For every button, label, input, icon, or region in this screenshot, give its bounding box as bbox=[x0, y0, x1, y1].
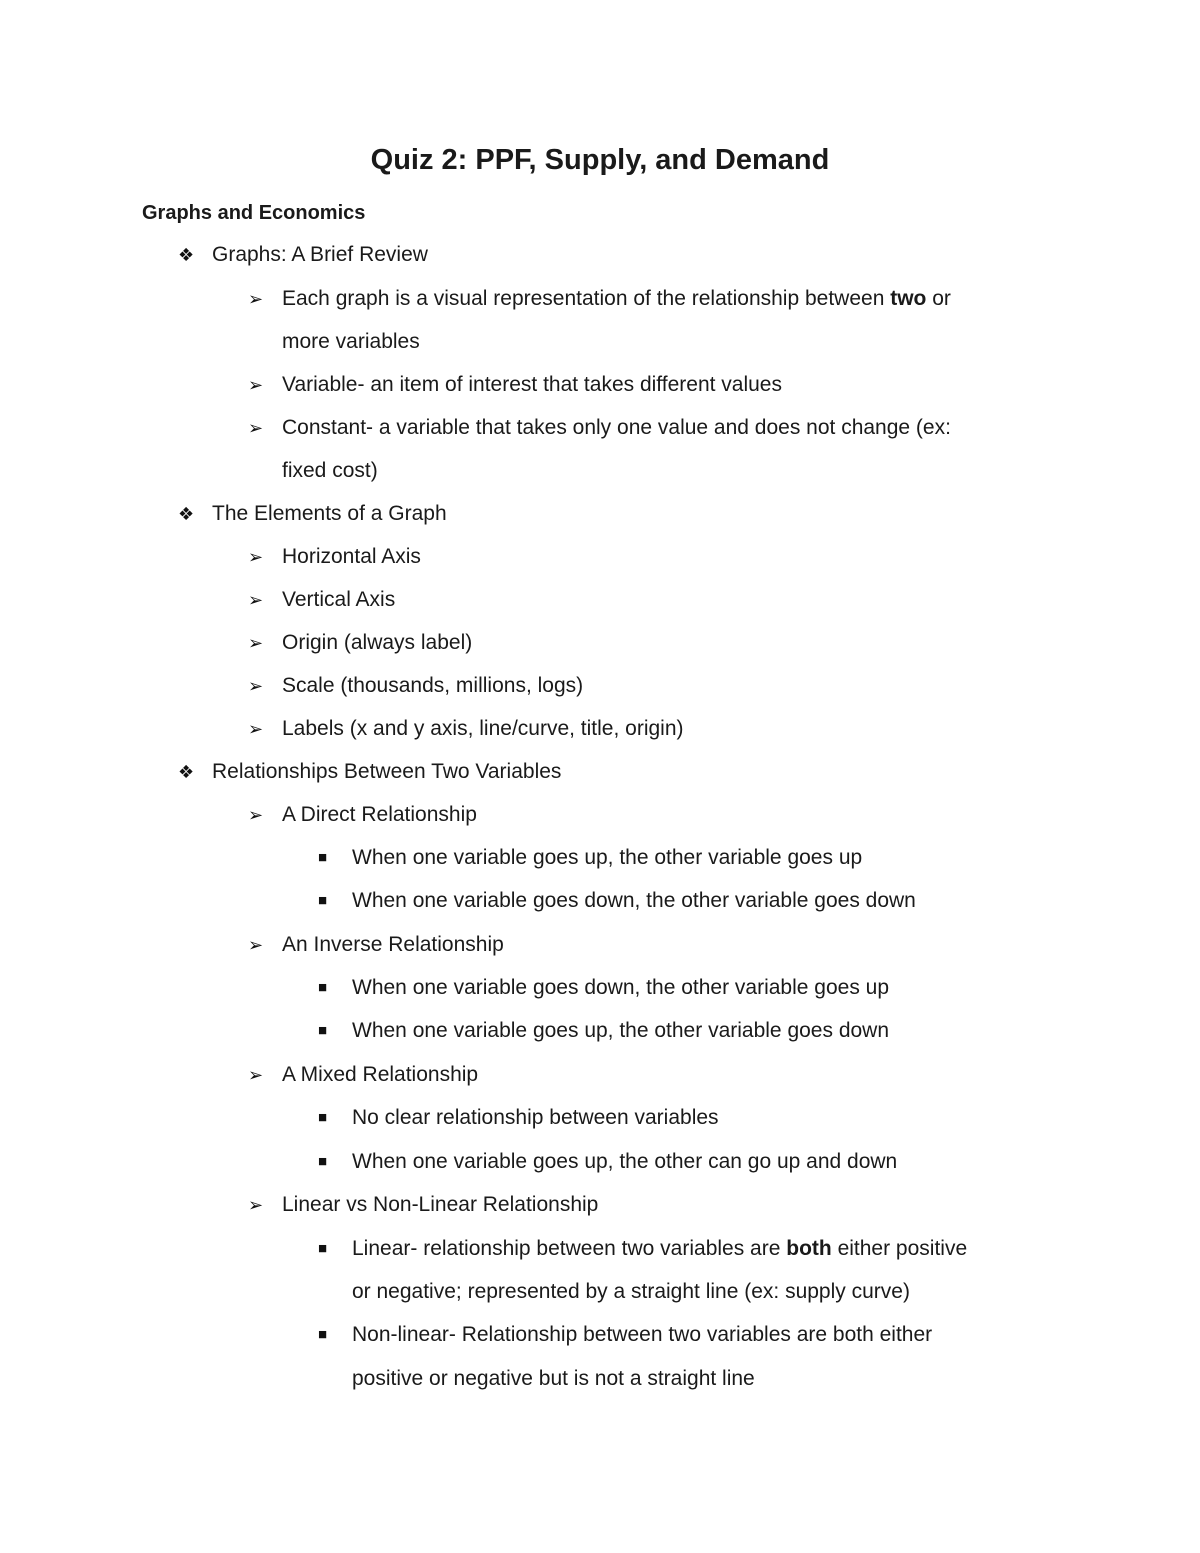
list-item: When one variable goes up, the other variable goes down bbox=[352, 1019, 890, 1042]
list-item-continuation: fixed cost) bbox=[282, 459, 378, 482]
list-item: Vertical Axis bbox=[282, 588, 396, 611]
square-bullet-icon: ■ bbox=[318, 1109, 328, 1126]
list-item: When one variable goes up, the other can go up and down bbox=[352, 1150, 898, 1173]
list-item: A Mixed Relationship bbox=[282, 1063, 479, 1086]
list-item: The Elements of a Graph bbox=[212, 502, 447, 525]
list-item: Horizontal Axis bbox=[282, 545, 421, 568]
list-item: A Direct Relationship bbox=[282, 803, 477, 826]
list-item-continuation: positive or negative but is not a straight line bbox=[352, 1367, 755, 1390]
list-item-bold: two bbox=[890, 287, 927, 310]
list-item: Linear vs Non-Linear Relationship bbox=[282, 1193, 599, 1216]
list-item: Non-linear- Relationship between two variables are both either bbox=[352, 1323, 933, 1346]
list-item: When one variable goes up, the other variable goes up bbox=[352, 846, 863, 869]
list-item bbox=[352, 1234, 967, 1264]
arrow-bullet-icon: ➢ bbox=[248, 1065, 264, 1085]
list-item-text: Each graph is a visual representation of the relationship between bbox=[282, 287, 891, 310]
list-item-text: either positive bbox=[831, 1237, 968, 1260]
arrow-bullet-icon: ➢ bbox=[248, 1195, 264, 1215]
list-item bbox=[282, 284, 951, 314]
arrow-bullet-icon: ➢ bbox=[248, 719, 264, 739]
diamond-bullet-icon: ❖ bbox=[178, 504, 195, 524]
list-item: Variable- an item of interest that takes different values bbox=[282, 373, 782, 396]
list-item: When one variable goes down, the other variable goes up bbox=[352, 976, 890, 999]
list-item-continuation: more variables bbox=[282, 330, 420, 353]
list-item-continuation: or negative; represented by a straight line (ex: supply curve) bbox=[352, 1280, 910, 1303]
list-item: Origin (always label) bbox=[282, 631, 473, 654]
list-item: When one variable goes down, the other variable goes down bbox=[352, 889, 916, 912]
arrow-bullet-icon: ➢ bbox=[248, 375, 264, 395]
arrow-bullet-icon: ➢ bbox=[248, 633, 264, 653]
arrow-bullet-icon: ➢ bbox=[248, 547, 264, 567]
diamond-bullet-icon: ❖ bbox=[178, 762, 195, 782]
list-item: Constant- a variable that takes only one value and does not change (ex: bbox=[282, 416, 951, 439]
square-bullet-icon: ■ bbox=[318, 979, 328, 996]
square-bullet-icon: ■ bbox=[318, 1153, 328, 1170]
list-item: Labels (x and y axis, line/curve, title, origin) bbox=[282, 717, 684, 740]
list-item: Graphs: A Brief Review bbox=[212, 243, 428, 266]
list-item-text: Linear- relationship between two variables are bbox=[352, 1237, 787, 1260]
list-item-bold: both bbox=[786, 1237, 832, 1260]
square-bullet-icon: ■ bbox=[318, 1022, 328, 1039]
list-item: No clear relationship between variables bbox=[352, 1106, 719, 1129]
list-item-text: or bbox=[926, 287, 951, 310]
list-item: Relationships Between Two Variables bbox=[212, 760, 562, 783]
section-heading: Graphs and Economics bbox=[142, 202, 366, 224]
arrow-bullet-icon: ➢ bbox=[248, 805, 264, 825]
arrow-bullet-icon: ➢ bbox=[248, 676, 264, 696]
square-bullet-icon: ■ bbox=[318, 1326, 328, 1343]
arrow-bullet-icon: ➢ bbox=[248, 289, 264, 309]
arrow-bullet-icon: ➢ bbox=[248, 590, 264, 610]
list-item: An Inverse Relationship bbox=[282, 933, 504, 956]
square-bullet-icon: ■ bbox=[318, 1240, 328, 1257]
diamond-bullet-icon: ❖ bbox=[178, 245, 195, 265]
page-title: Quiz 2: PPF, Supply, and Demand bbox=[370, 144, 830, 176]
square-bullet-icon: ■ bbox=[318, 849, 328, 866]
arrow-bullet-icon: ➢ bbox=[248, 935, 264, 955]
square-bullet-icon: ■ bbox=[318, 892, 328, 909]
list-item: Scale (thousands, millions, logs) bbox=[282, 674, 584, 697]
arrow-bullet-icon: ➢ bbox=[248, 418, 264, 438]
